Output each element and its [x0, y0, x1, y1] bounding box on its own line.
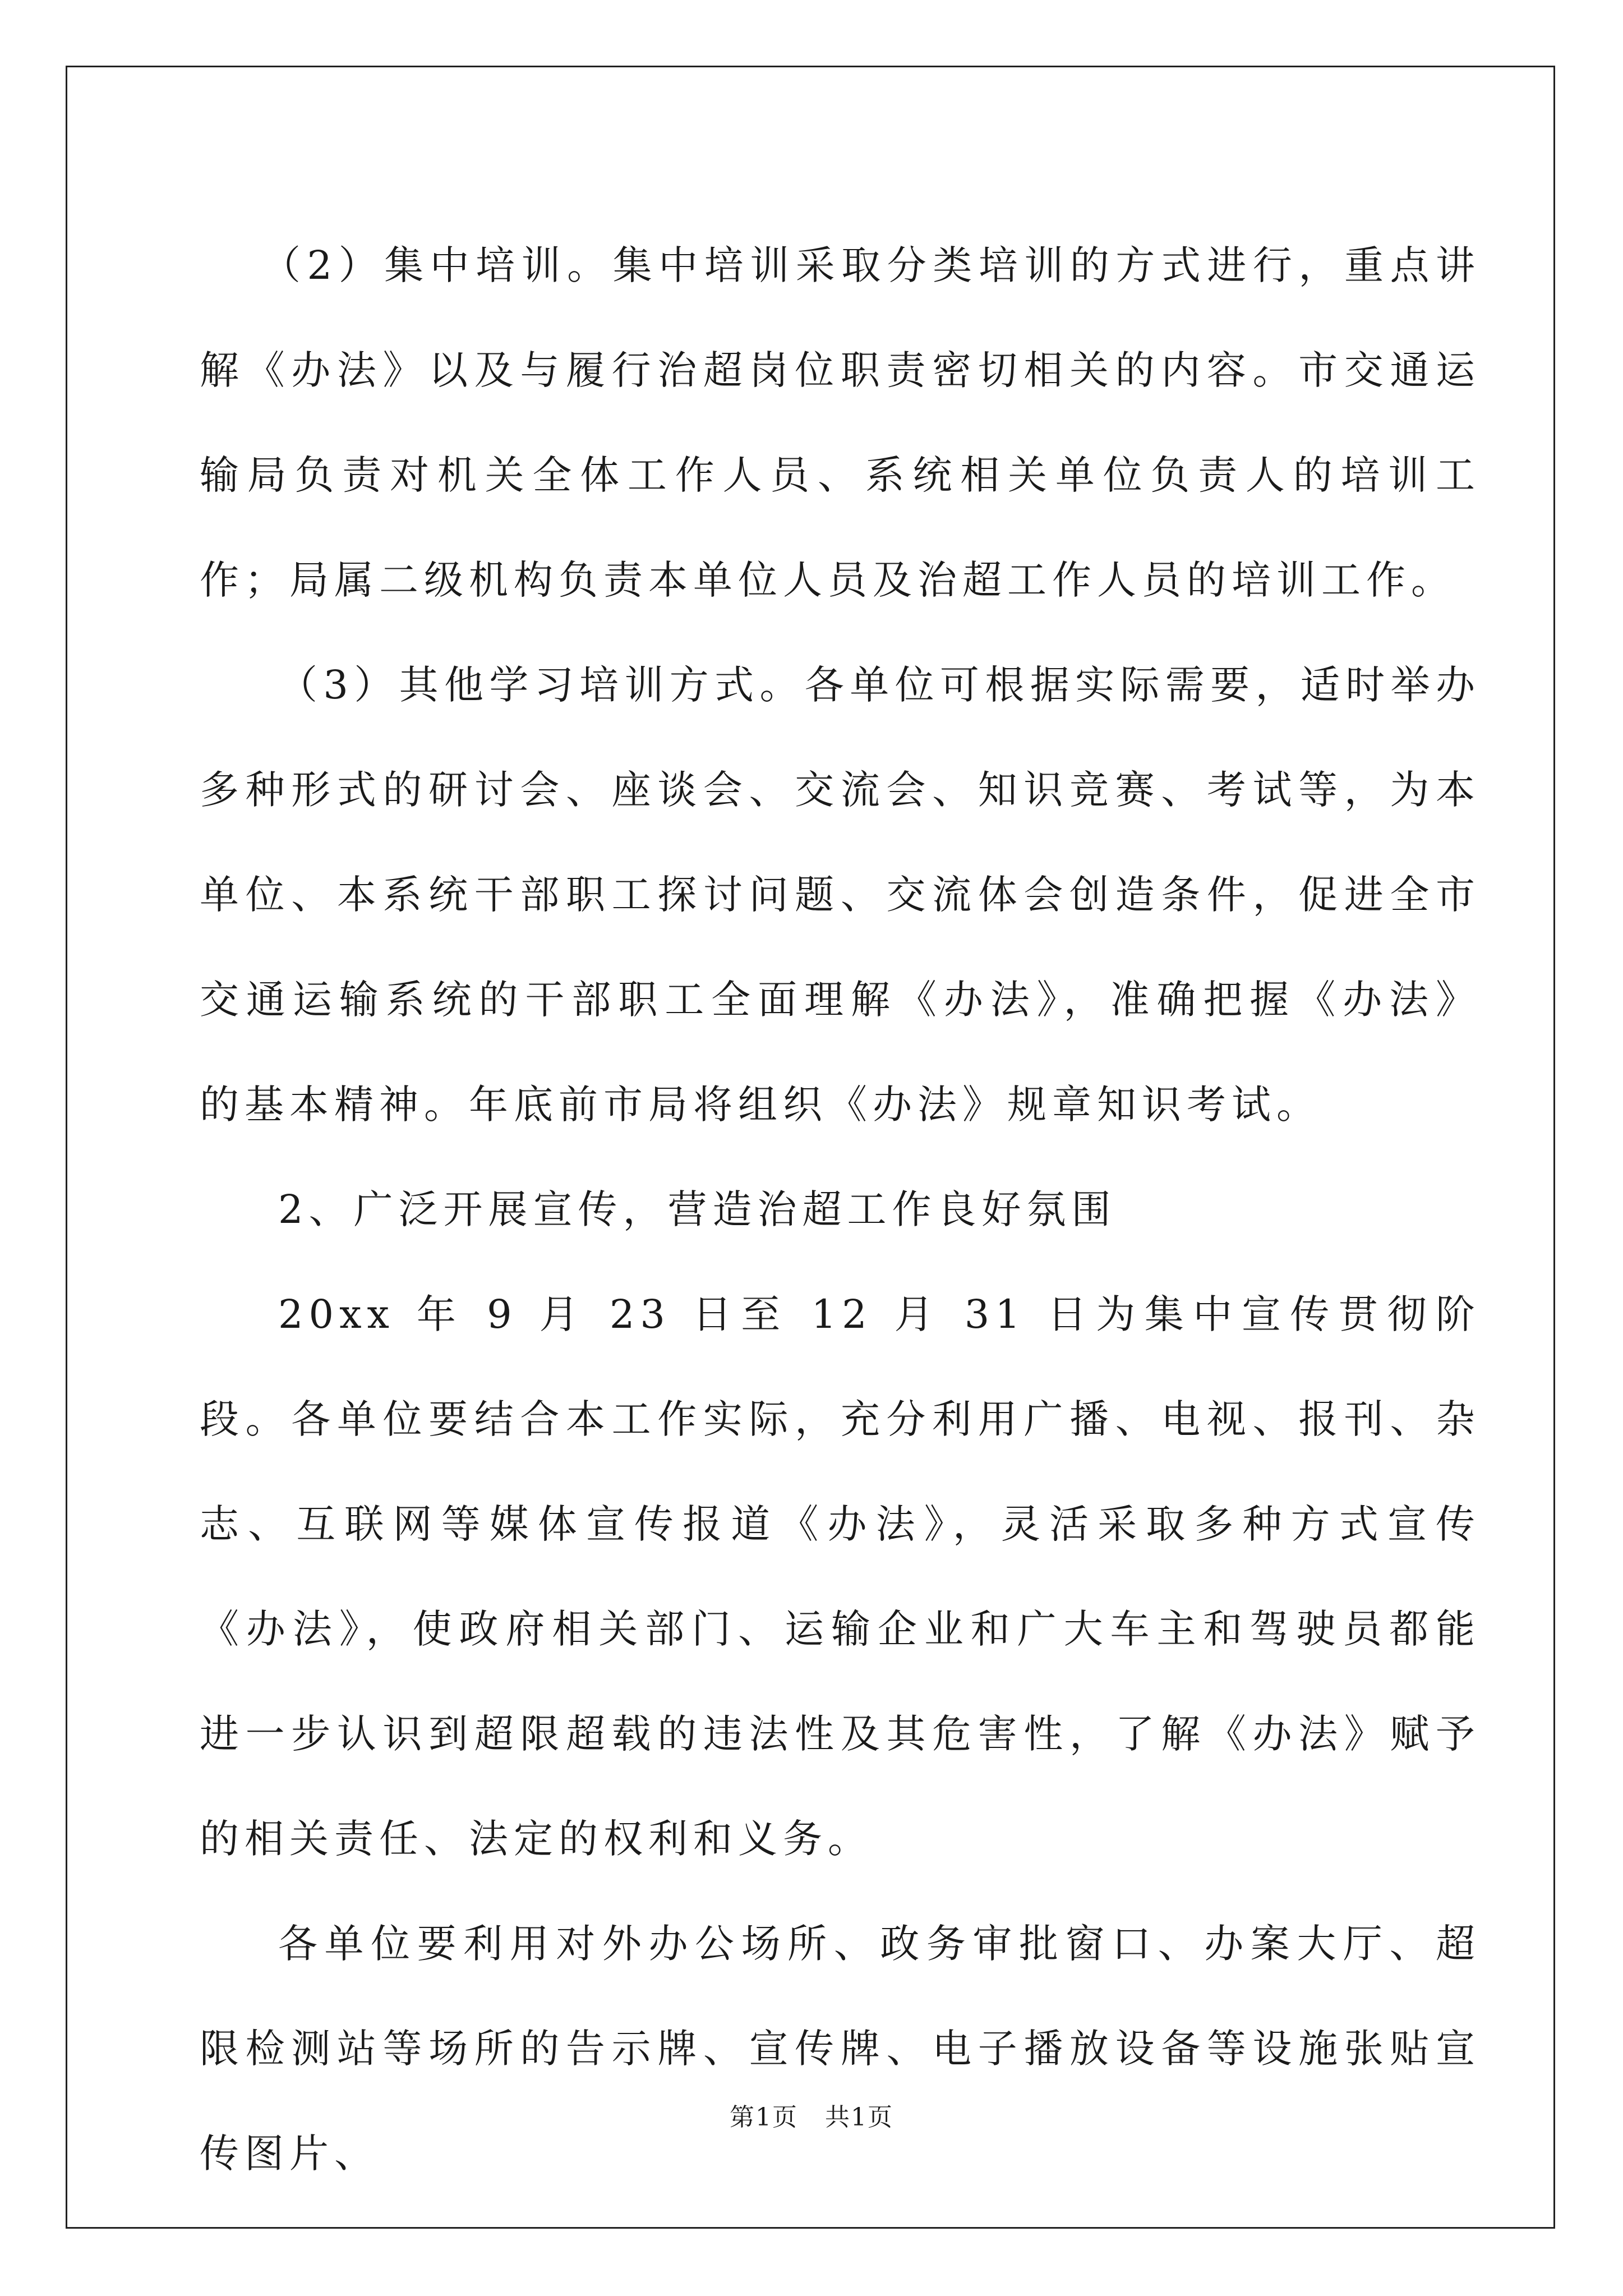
document-body: [200, 213, 1481, 2206]
page-footer: [0, 2101, 1623, 2134]
page-number-total: 共1页: [825, 2103, 893, 2132]
paragraph-centralized-training: （2）集中培训。集中培训采取分类培训的方式进行，重点讲解《办法》以及与履行治超岗位职责密切相关的内容。市交通运输局负责对机关全体工作人员、系统相关单位负责人的培训工作；局属二级机构负责本单位人员及治超工作人员的培训工作。: [200, 242, 1481, 603]
section-heading-publicity: 2、广泛开展宣传，营造治超工作良好氛围: [278, 1186, 1117, 1232]
paragraph-publicity-venues: 各单位要利用对外办公场所、政务审批窗口、办案大厅、超限检测站等场所的告示牌、宣传牌、电子播放设备等设施张贴宣传图片、: [200, 1921, 1481, 2177]
paragraph-other-training: （3）其他学习培训方式。各单位可根据实际需要，适时举办多种形式的研讨会、座谈会、交流会、知识竞赛、考试等，为本单位、本系统干部职工探讨问题、交流体会创造条件，促进全市交通运输系统的干部职工全面理解《办法》，准确把握《办法》的基本精神。年底前市局将组织《办法》规章知识考试。: [200, 662, 1481, 1128]
paragraph-publicity-period: 20xx 年 9 月 23 日至 12 月 31 日为集中宣传贯彻阶段。各单位要结合本工作实际，充分利用广播、电视、报刊、杂志、互联网等媒体宣传报道《办法》，灵活采取多种方式宣传《办法》，使政府相关部门、运输企业和广大车主和驾驶员都能进一步认识到超限超载的违法性及其危害性，了解《办法》赋予的相关责任、法定的权利和义务。: [200, 1291, 1481, 1862]
page-number-current: 第1页: [730, 2103, 798, 2132]
